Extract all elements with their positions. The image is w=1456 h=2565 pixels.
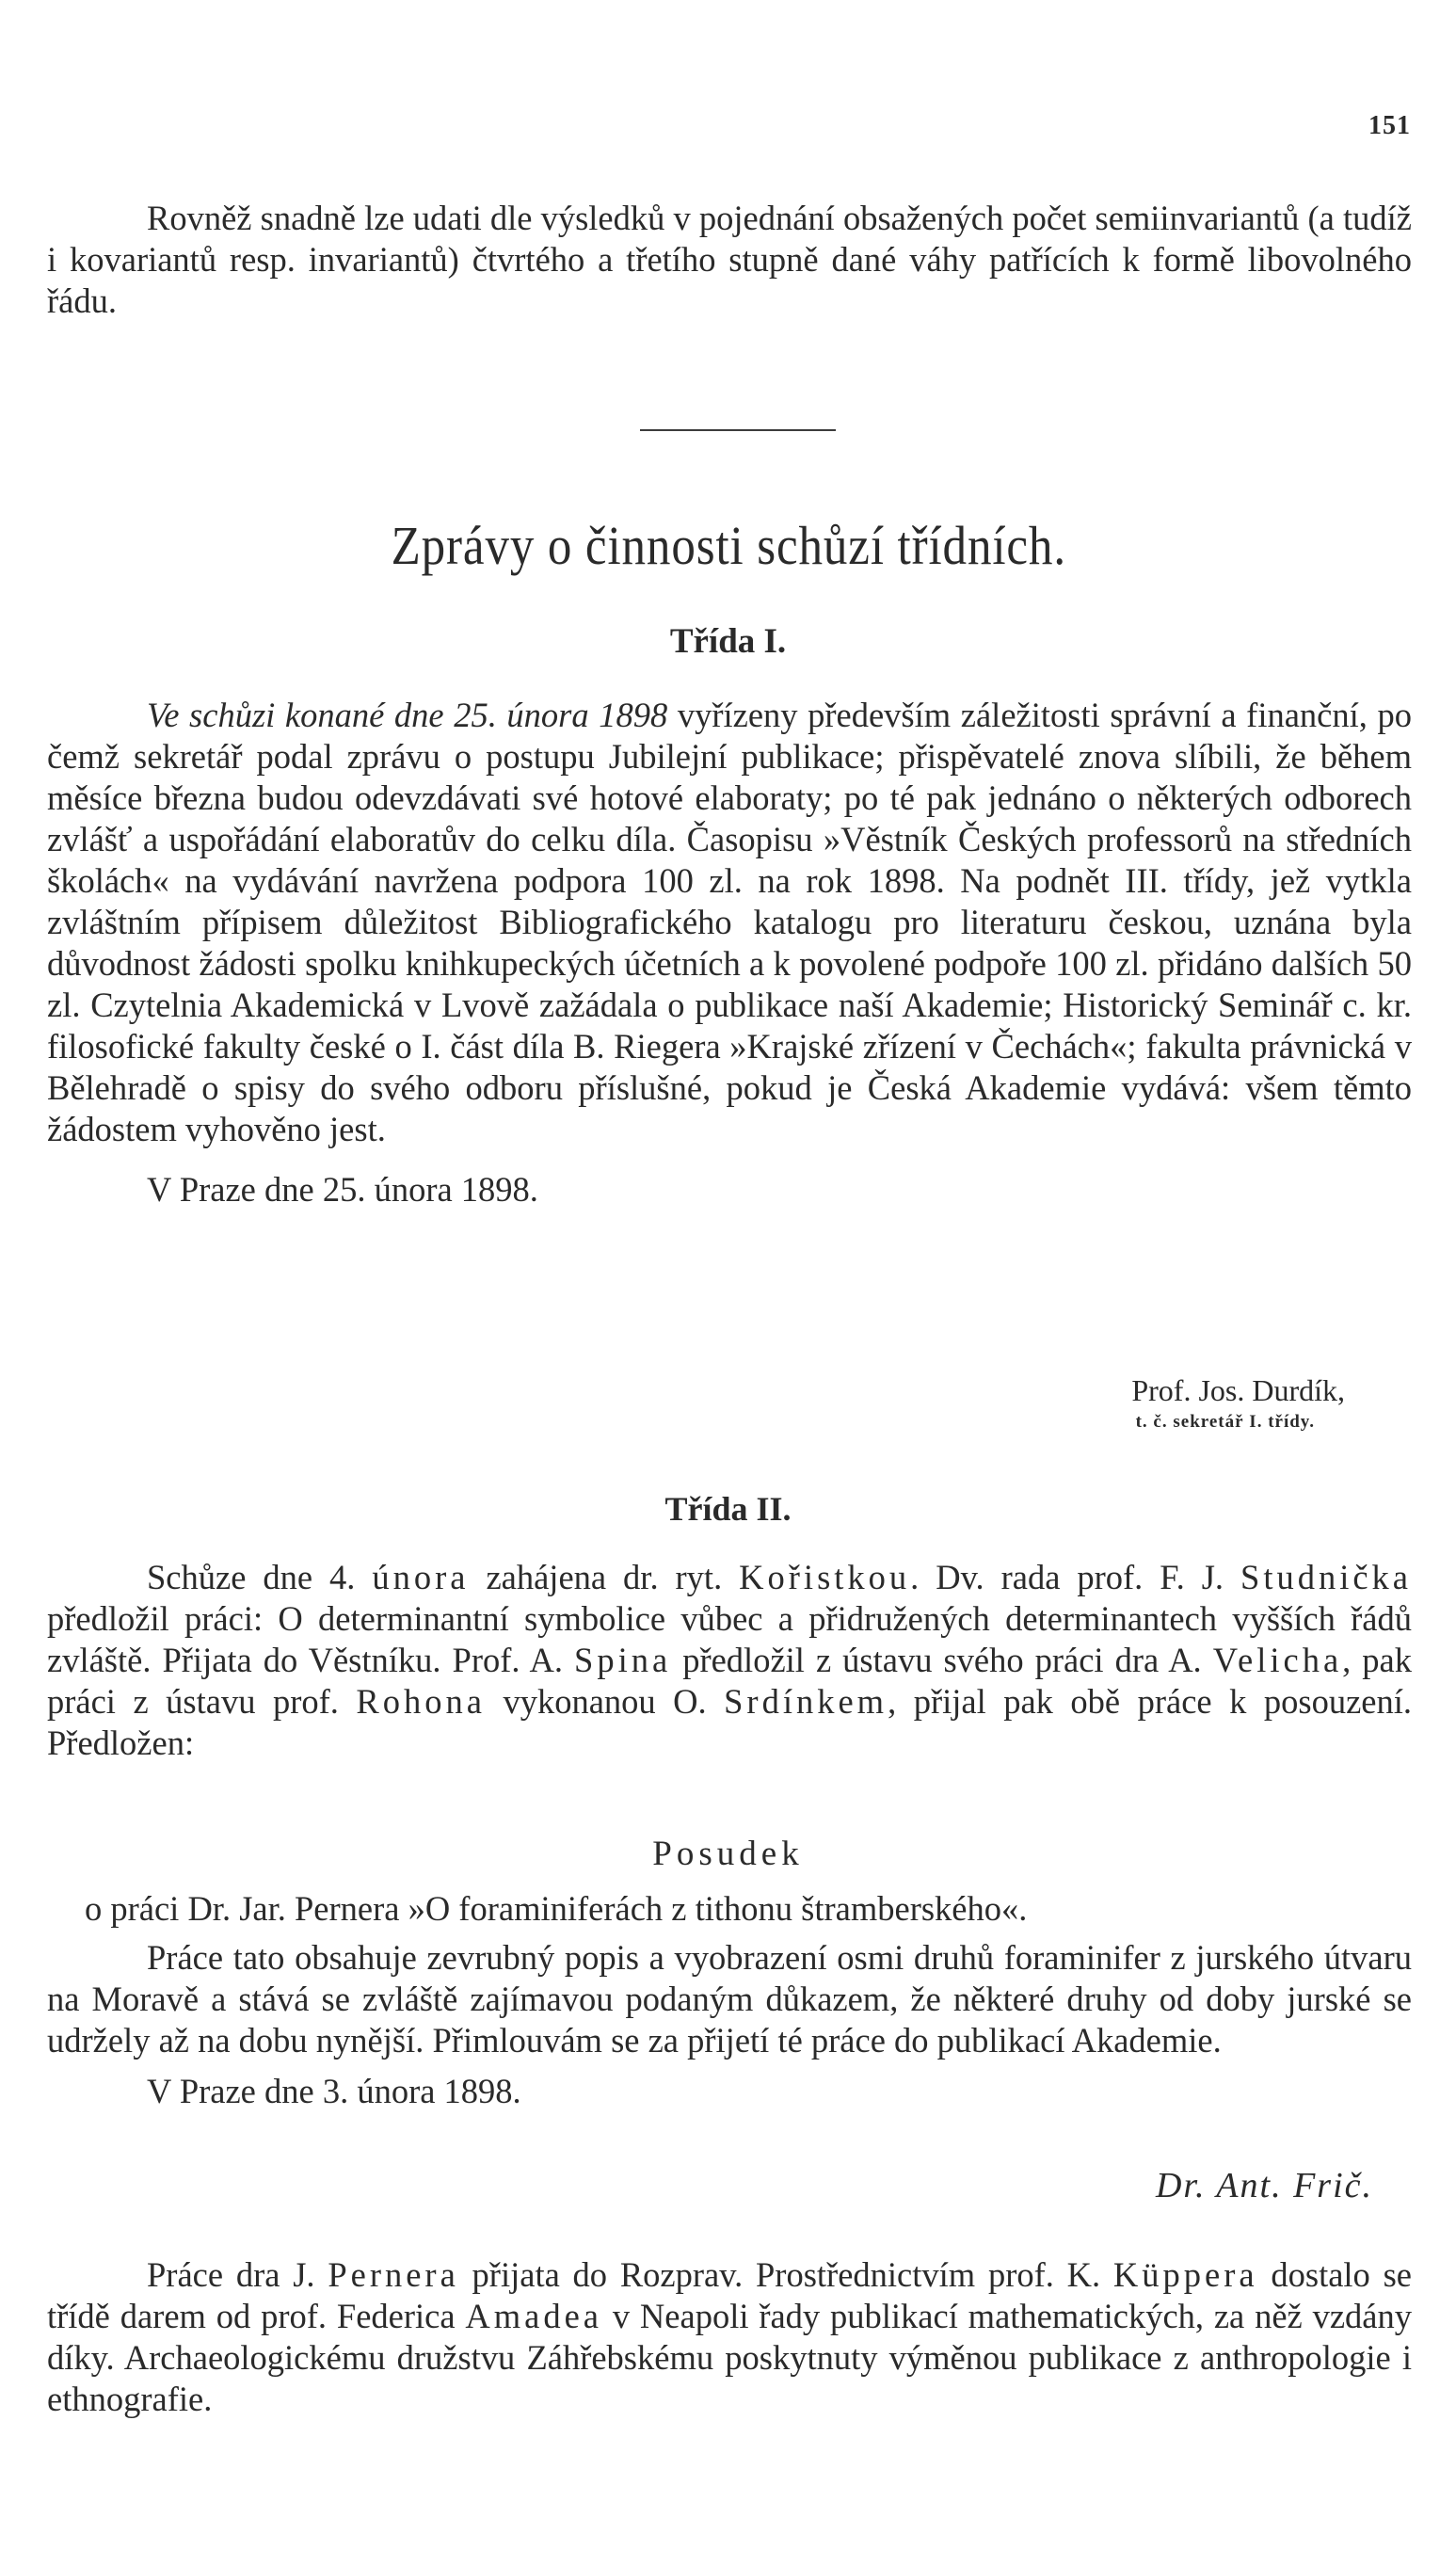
spaced-name: Srdínkem [724,1682,888,1721]
spaced-name: Velicha [1212,1641,1343,1679]
class2-block-2 [47,2254,1412,2420]
text-run: předložil práci: O determinantní symbolice vůbec a přidružených determinantech vyšších řádů zvláště. Přijata do Věstníku. Prof. A. [47,1599,1412,1679]
text-run: , přijal pak obě práce k posouzení. Předložen: [47,1682,1412,1762]
spaced-name: Studnička [1240,1558,1412,1596]
spaced-name: Küppera [1112,2255,1258,2294]
review-body: Práce tato obsahuje zevrubný popis a vyobrazení osmi druhů foraminifer z jurského útvaru na Moravě a stává se zvláště zajímavou podaným důkazem, že některé druhy od doby jurské se udržely až na dobu nynější. Přimlouvám se za přijetí té práce do publikací Akademie. [47,1938,1412,2060]
class1-block [47,695,1412,1210]
review-heading: Posudek [652,1835,804,1873]
spaced-name: Kořistkou [739,1558,911,1596]
class2-paragraph-1 [47,1557,1412,1764]
class1-heading: Třída I. [669,622,787,661]
text-run: Schůze dne 4. [147,1558,373,1596]
intro-paragraph-block [47,198,1412,322]
spaced-name: Rohona [356,1682,486,1721]
review-subject: o práci Dr. Jar. Pernera »O foraminiferách z tithonu štramberského«. [85,1889,1028,1928]
text-run: vykonanou O. [485,1682,725,1721]
class1-signature-name: Prof. Jos. Durdík, [1131,1373,1345,1407]
review-block [47,1888,1412,2112]
text-run: v Neapoli řady publikací mathematických, za něž vzdány díky. Archaeologickému družstvu Záhřebskému poskytnuty výměnou publikace z anthropologie i ethnografie. [47,2297,1412,2418]
page-number: 151 [1368,111,1411,140]
class2-paragraph-2 [47,2254,1412,2420]
spaced-name: Spina [574,1641,672,1679]
class1-date-lead: Ve schůzi konané dne 25. února 1898 [147,696,668,734]
class1-signature-title: t. č. sekretář I. třídy. [1135,1412,1315,1432]
class1-paragraph [47,695,1412,1150]
text-run: předložil z ústavu svého práci dra A. [671,1641,1213,1679]
intro-paragraph: Rovněž snadně lze udati dle výsledků v pojednání obsažených počet semiinvariantů (a tudíž i kovariantů resp. invariantů) čtvrtého a třetího stupně dané váhy patřících k formě libovolného řádu. [47,199,1412,320]
class1-place-date: V Praze dne 25. února 1898. [147,1170,538,1209]
section-title: Zprávy o činnosti schůzí třídních. [391,515,1066,576]
text-run: Práce dra J. [147,2255,328,2294]
text-run: přijata do Rozprav. Prostřednictvím prof. K. [458,2255,1113,2294]
class2-heading: Třída II. [664,1490,792,1528]
class1-body: vyřízeny především záležitosti správní a finanční, po čemž sekretář podal zprávu o postupu Jubilejní publikace; přispěvatelé znova slíbili, že během měsíce března budou odevzdávati své hotové elaboraty; po té pak jednáno o některých odborech zvlášť a uspořádání elaboratův do celku díla. Časopisu »Věstník Českých professorů na středních školách« na vydávání navržena podpora 100 zl. na rok 1898. Na podnět III. třídy, jež vytkla zvláštním přípisem důležitost Bibliografického katalogu pro literaturu českou, uznána byla důvodnost žádosti spolku knihkupeckých účetních a k povolené podpoře 100 zl. přidáno dalších 50 zl. Czytelnia Akademická v Lvově zažádala o publikace naší Akademie; Historický Seminář c. kr. filosofické fakulty české o I. část díla B. Riegera »Krajské zřízení v Čechách«; fakulta právnická v Bělehradě o spisy do svého odboru příslušné, pokud je Česká Akademie vydává: všem těmto žádostem vyhověno jest. [47,696,1412,1148]
text-run: zahájena dr. ryt. [469,1558,740,1596]
review-place-date: V Praze dne 3. února 1898. [147,2072,521,2110]
text-run: . Dv. rada prof. F. J. [910,1558,1241,1596]
spaced-name: Pernera [328,2255,459,2294]
spaced-name: února [372,1558,470,1596]
text-run: dostalo se třídě darem od prof. Federica [47,2255,1412,2335]
review-signature: Dr. Ant. Frič. [1155,2166,1373,2205]
text-run: , pak práci z ústavu prof. [47,1641,1412,1721]
class2-block [47,1557,1412,1764]
separator-rule [640,429,836,431]
spaced-name: Amadea [465,2297,602,2335]
